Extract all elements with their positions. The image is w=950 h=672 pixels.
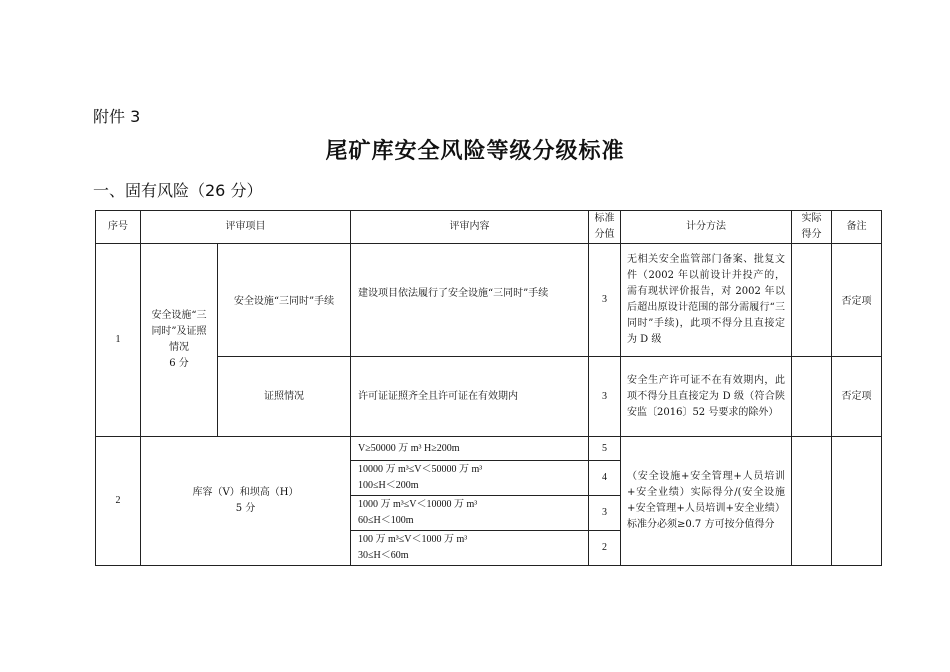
header-standard-score bbox=[589, 211, 621, 244]
header-actual-score-line1: 实际 bbox=[801, 213, 822, 224]
header-actual-score bbox=[792, 211, 832, 244]
header-content: 评审内容 bbox=[351, 211, 589, 244]
row2-item-3-line1: 1000 万 m³≤V＜10000 万 m³ bbox=[358, 499, 478, 510]
header-index: 序号 bbox=[96, 211, 141, 244]
row2-item-3 bbox=[351, 496, 589, 531]
row1-sub1-content: 建设项目依法履行了安全设施“三同时”手续 bbox=[351, 244, 589, 357]
row2-item-4 bbox=[351, 531, 589, 566]
row2-item-1-score: 5 bbox=[589, 437, 621, 461]
row1-group bbox=[141, 244, 218, 437]
row1-sub2-method: 安全生产许可证不在有效期内，此项不得分且直接定为 D 级（符合陕安监〔2016〕52 号要求的除外） bbox=[621, 357, 792, 437]
header-actual-score-line2: 得分 bbox=[801, 229, 822, 240]
risk-standard-table bbox=[95, 210, 882, 566]
row1-sub1-method: 无相关安全监管部门备案、批复文件（2002 年以前设计并投产的，需有现状评价报告，对 2002 年以后超出原设计范围的部分需履行“三同时”手续)，此项不得分且直接定为 D 级 bbox=[621, 244, 792, 357]
row2-method: （安全设施+安全管理+人员培训+安全业绩）实际得分/(安全设施+安全管理+人员培训+安全业绩）标准分必须≥0.7 方可按分值得分 bbox=[621, 437, 792, 566]
row1-sub1-item: 安全设施“三同时”手续 bbox=[218, 244, 351, 357]
row1-sub1-actual bbox=[792, 244, 832, 357]
row2-item-3-score: 3 bbox=[589, 496, 621, 531]
row1-sub1-score: 3 bbox=[589, 244, 621, 357]
row2-group-label: 库容（V）和坝高（H） bbox=[192, 487, 299, 498]
header-standard-score-line2: 分值 bbox=[594, 229, 615, 240]
row1-sub2-item: 证照情况 bbox=[218, 357, 351, 437]
table-header-row bbox=[96, 211, 882, 244]
table-row bbox=[96, 244, 882, 357]
header-method: 计分方法 bbox=[621, 211, 792, 244]
row2-item-2-line2: 100≤H＜200m bbox=[358, 480, 419, 491]
row2-item-1 bbox=[351, 437, 589, 461]
row1-group-score: 6 分 bbox=[169, 358, 189, 369]
row1-group-label: 安全设施“三同时”及证照情况 bbox=[151, 310, 207, 353]
row1-sub2-content: 许可证证照齐全且许可证在有效期内 bbox=[351, 357, 589, 437]
header-remark: 备注 bbox=[832, 211, 882, 244]
row2-remark bbox=[832, 437, 882, 566]
row1-sub2-actual bbox=[792, 357, 832, 437]
row2-group-score: 5 分 bbox=[235, 503, 256, 514]
row2-item-2-score: 4 bbox=[589, 461, 621, 496]
table-row bbox=[96, 437, 882, 461]
header-standard-score-line1: 标准 bbox=[594, 213, 615, 224]
row2-item-1-line1: V≥50000 万 m³ H≥200m bbox=[358, 442, 460, 454]
document-title: 尾矿库安全风险等级分级标准 bbox=[325, 139, 625, 164]
row1-sub1-remark: 否定项 bbox=[832, 244, 882, 357]
row2-item-2-line1: 10000 万 m³≤V＜50000 万 m³ bbox=[358, 464, 483, 475]
row1-sub2-score: 3 bbox=[589, 357, 621, 437]
row1-index: 1 bbox=[96, 244, 141, 437]
row2-item-4-line1: 100 万 m³≤V＜1000 万 m³ bbox=[358, 534, 468, 545]
row2-actual bbox=[792, 437, 832, 566]
section-heading: 一、固有风险（26 分） bbox=[93, 181, 263, 200]
header-item: 评审项目 bbox=[141, 211, 351, 244]
row2-item-4-line2: 30≤H＜60m bbox=[358, 550, 409, 561]
row2-index: 2 bbox=[96, 437, 141, 566]
row2-group bbox=[141, 437, 351, 566]
row1-sub2-remark: 否定项 bbox=[832, 357, 882, 437]
row2-item-3-line2: 60≤H＜100m bbox=[358, 515, 414, 526]
attachment-label: 附件 3 bbox=[93, 107, 141, 126]
row2-item-4-score: 2 bbox=[589, 531, 621, 566]
row2-item-2 bbox=[351, 461, 589, 496]
